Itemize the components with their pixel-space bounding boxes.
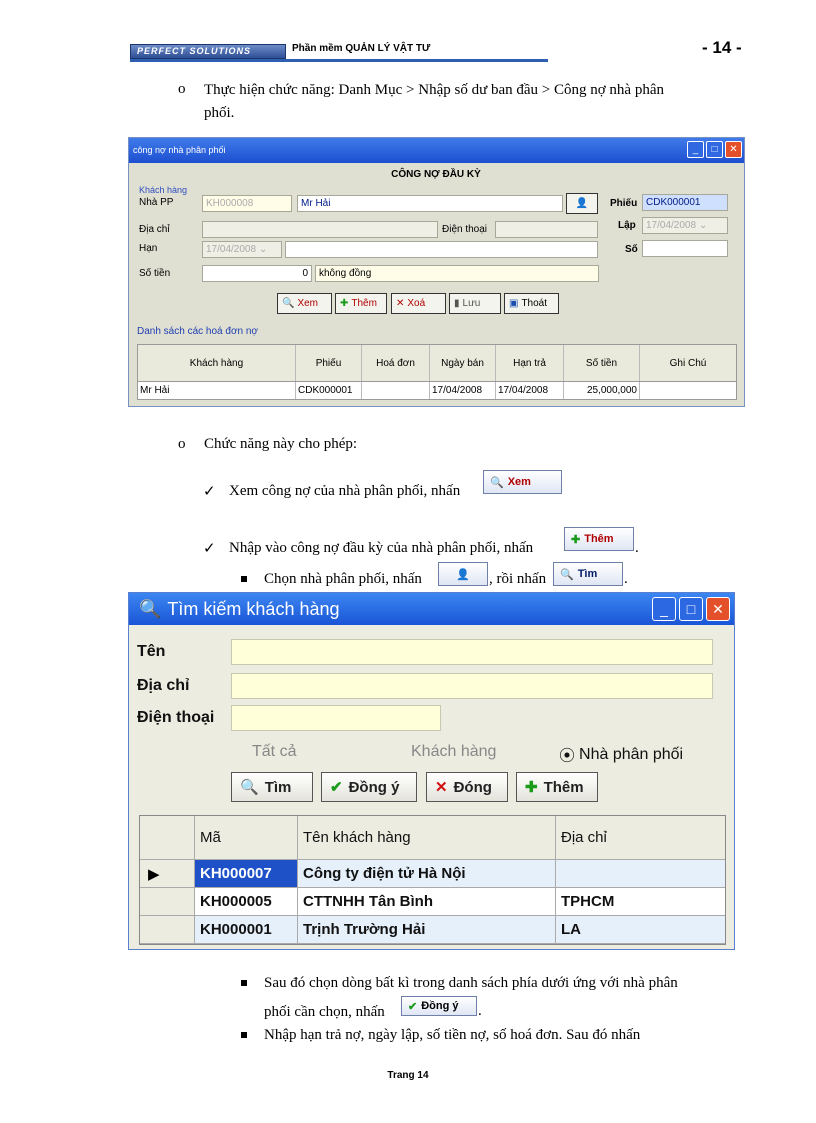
dia-chi-label: Địa chỉ [137,677,190,694]
lap-date-field[interactable] [642,217,728,234]
thoat-button[interactable] [504,293,559,314]
col-ngay-ban[interactable]: Ngày bán [430,345,496,381]
luu-button[interactable] [449,293,501,314]
cell-ma: KH000005 [195,888,298,915]
page-header [130,40,748,62]
dong-button[interactable] [426,772,508,802]
tim-button[interactable] [231,772,313,802]
cell-khach-hang: Mr Hải [138,382,296,399]
tim-label: Tìm [264,778,292,796]
ten-input[interactable] [231,639,713,665]
sub-choose-a: Chọn nhà phân phối, nhấn [264,571,422,587]
plus-icon: ✚ [525,779,538,796]
plus-icon: ✚ [340,298,349,309]
person-search-icon: 👤 [456,568,470,581]
close-x-icon: ✕ [435,779,448,796]
person-search-icon: 👤 [575,198,589,209]
dongy-label: Đồng ý [348,778,400,796]
cell-dia-chi: LA [561,921,581,938]
invoice-grid-header [138,345,736,381]
cell-ten: CTTNHH Tân Bình [298,888,556,915]
customer-grid-header [140,816,725,860]
dia-chi-label: Địa chỉ [139,224,170,235]
sub-choose-end: . [624,571,628,587]
cell-ma: KH000007 [195,860,298,887]
group-label-customer: Khách hàng [139,185,188,195]
col-han-tra[interactable]: Hạn trả [496,345,564,381]
chevron-down-icon: ⌄ [698,220,708,231]
so-label: Số [625,244,638,255]
dong-label: Đóng [453,778,492,796]
inline-dongy-label: Đồng ý [421,1000,459,1012]
xem-label: Xem [297,298,319,309]
features-intro: Chức năng này cho phép: [204,436,358,452]
nha-pp-name-field[interactable]: Mr Hải [297,195,563,212]
square-bullet [241,576,247,582]
cell-hoa-don [362,382,430,399]
debt-window-titlebar [129,138,744,163]
chevron-down-icon: ⌄ [258,244,268,255]
invoice-grid [137,344,737,400]
nha-pp-code-field[interactable]: KH000008 [202,195,292,212]
app-title: Phần mềm QUẢN LÝ VẬT TƯ [292,43,431,54]
dia-chi-input[interactable] [231,673,713,699]
lap-label: Lập [618,220,636,231]
inline-xem-button [483,470,562,494]
checkmark-icon: ✔ [330,779,343,796]
han-date-value: 17/04/2008 [206,244,257,255]
magnifier-icon: 🔍 [282,298,295,309]
search-window-titlebar [129,593,734,625]
sub-select-line2: phối cần chọn, nhấn [264,1004,385,1020]
lap-date-value: 17/04/2008 [646,220,697,231]
exit-door-icon: ▣ [509,298,519,309]
search-icon: 🔍 [139,598,162,619]
current-row-arrow-icon: ▶ [140,860,195,887]
magnifier-icon: 🔍 [560,568,574,581]
them-button[interactable] [335,293,387,314]
cell-phieu: CDK000001 [296,382,362,399]
dien-thoai-label: Điện thoại [442,224,488,235]
sub-select-end: . [478,1003,482,1019]
col-dia-chi[interactable]: Địa chỉ [561,829,607,846]
luu-label: Lưu [462,298,481,309]
inline-dongy-button [401,996,477,1016]
nha-pp-label: Nhà PP [139,197,174,208]
maximize-icon[interactable]: □ [679,597,703,621]
so-tien-words-field: không đồng [315,265,599,282]
debt-window-title: công nợ nhà phân phối [133,145,226,155]
customer-grid [139,815,726,945]
cell-han-tra: 17/04/2008 [496,382,564,399]
col-phieu[interactable]: Phiếu [296,345,362,381]
radio-distributor[interactable] [559,743,683,766]
minimize-icon[interactable]: _ [687,141,704,158]
step1-line2: phối. [204,105,235,121]
minimize-icon[interactable]: _ [652,597,676,621]
row-header [140,888,195,915]
dien-thoai-field[interactable] [495,221,598,238]
xoa-button[interactable] [391,293,446,314]
col-ten-khach-hang[interactable]: Tên khách hàng [298,816,556,859]
radio-selected-icon: ⦿ [559,748,576,765]
radio-customer[interactable]: Khách hàng [411,743,497,760]
page-number: - 14 - [702,38,742,57]
cell-ngay-ban: 17/04/2008 [430,382,496,399]
sub-select-line1: Sau đó chọn dòng bất kì trong danh sách phía dưới ứng với nhà phân [264,975,678,991]
dien-thoai-label: Điện thoại [137,709,215,726]
company-logo: PERFECT SOLUTIONS [130,44,286,59]
col-ghi-chu[interactable]: Ghi Chú [669,357,707,369]
item-add-text: Nhập vào công nợ đầu kỳ của nhà phân phối, nhấn [229,540,534,556]
them-label: Thêm [543,778,584,796]
row-header [140,916,195,943]
customer-search-window [128,592,735,950]
thoat-label: Thoát [521,298,548,309]
xoa-label: Xoá [407,298,426,309]
inline-them-button [564,527,634,551]
close-icon[interactable]: ✕ [725,141,742,158]
bullet-o: o [178,81,186,97]
step1-text [204,79,744,125]
invoice-list-label: Danh sách các hoá đơn nợ [137,326,258,337]
han-note-field[interactable] [285,241,598,258]
table-row[interactable] [140,916,725,944]
magnifier-icon: 🔍 [240,779,259,796]
dia-chi-field[interactable] [202,221,438,238]
dongy-button[interactable] [321,772,417,802]
table-row[interactable] [140,860,725,888]
bullet-o: o [178,436,186,452]
search-window-title: Tìm kiếm khách hàng [167,598,340,619]
square-bullet [241,980,247,986]
item-add-end: . [635,540,639,556]
inline-tim-button [553,562,623,586]
radio-all[interactable]: Tất cả [252,743,297,760]
inline-xem-label: Xem [507,476,531,488]
check-icon: ✓ [203,541,216,557]
phieu-field[interactable]: CDK000001 [642,194,728,211]
magnifier-icon: 🔍 [490,476,504,489]
han-label: Hạn [139,243,158,254]
checkmark-icon: ✔ [408,1000,418,1013]
table-row[interactable] [138,381,736,399]
check-icon: ✓ [203,484,216,500]
cell-dia-chi: TPHCM [561,893,615,910]
item-view-text: Xem công nợ của nhà phân phối, nhấn [229,483,461,499]
debt-window [128,137,745,407]
so-tien-label: Số tiền [139,268,171,279]
inline-find-button [438,562,488,586]
col-khach-hang[interactable]: Khách hàng [138,345,296,381]
so-field[interactable] [642,240,728,257]
col-ma[interactable]: Mã [195,816,298,859]
debt-heading: CÔNG NỢ ĐẦU KỲ [391,169,481,180]
sub-choose-b: , rồi nhấn [489,571,547,587]
step1-line1: Thực hiện chức năng: Danh Mục > Nhập số dư ban đầu > Công nợ nhà phân [204,82,664,98]
cell-ten: Công ty điện tử Hà Nội [298,860,556,887]
sub-select-text [264,972,744,1024]
inline-them-label: Thêm [584,533,614,545]
cell-so-tien: 25,000,000 [564,382,640,399]
sub-select-line2-wrap [264,1001,744,1024]
save-icon: ▮ [454,298,460,309]
them-button[interactable] [516,772,598,802]
dien-thoai-input[interactable] [231,705,441,731]
han-date-field[interactable] [202,241,282,258]
square-bullet [241,1032,247,1038]
ten-label: Tên [137,643,166,660]
delete-x-icon: ✕ [396,298,405,309]
page-footer: Trang 14 [387,1070,429,1081]
table-row[interactable] [140,888,725,916]
maximize-icon[interactable]: □ [706,141,723,158]
cell-ghi-chu [640,382,736,399]
cell-dia-chi [556,860,725,887]
cell-ma: KH000001 [195,916,298,943]
sub-enter-text: Nhập hạn trả nợ, ngày lập, số tiền nợ, số hoá đơn. Sau đó nhấn [264,1027,641,1043]
plus-icon: ✚ [571,533,581,546]
col-hoa-don[interactable]: Hoá đơn [362,345,430,381]
phieu-label: Phiếu [610,198,638,209]
row-header-corner [140,816,195,859]
col-so-tien[interactable]: Số tiền [564,345,640,381]
inline-tim-label: Tìm [577,568,598,580]
find-distributor-button[interactable] [566,193,598,214]
cell-ten: Trịnh Trường Hải [298,916,556,943]
them-label: Thêm [351,298,377,309]
close-icon[interactable]: ✕ [706,597,730,621]
so-tien-field[interactable]: 0 [202,265,312,282]
header-rule [130,59,548,62]
radio-distributor-label: Nhà phân phối [579,745,684,763]
xem-button[interactable] [277,293,332,314]
